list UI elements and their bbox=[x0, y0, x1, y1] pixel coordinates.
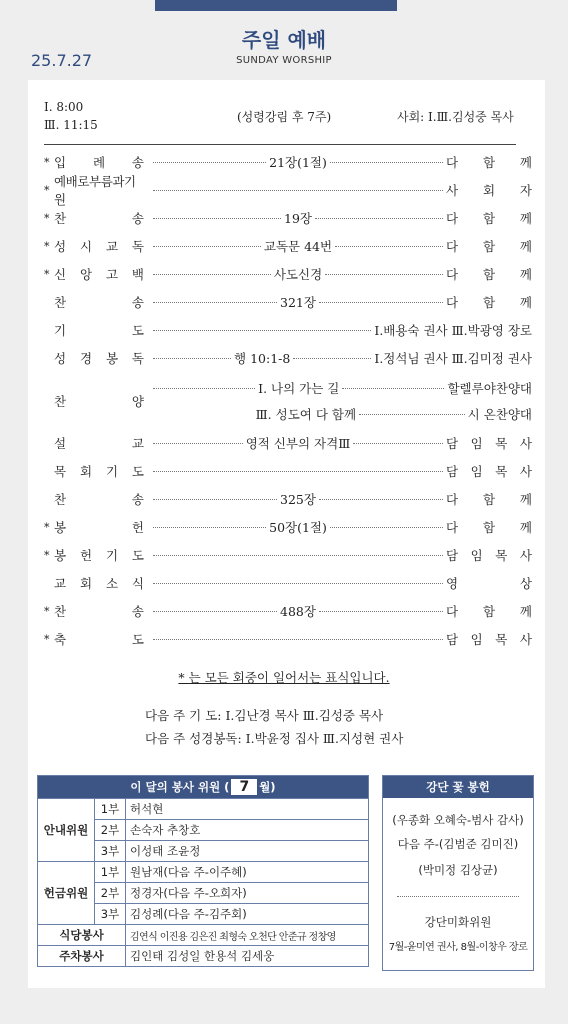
leader-dots bbox=[319, 611, 443, 612]
guide-label: 안내위원 bbox=[38, 799, 95, 862]
spaced-char: 송 bbox=[131, 155, 144, 170]
order-item-detail: 교독문 44번 bbox=[263, 239, 333, 254]
flower-divider bbox=[397, 896, 519, 897]
order-item-detail: 321장 bbox=[280, 295, 316, 310]
spaced-char: 께 bbox=[519, 492, 532, 507]
order-item-detail: 50장(1절) bbox=[269, 520, 327, 535]
spaced-char: 다 bbox=[446, 155, 459, 170]
leader-dots bbox=[153, 443, 243, 444]
spaced-char: 목 bbox=[495, 548, 508, 563]
spaced-char: 찬 bbox=[54, 604, 67, 619]
spaced-char: 상 bbox=[519, 576, 532, 591]
order-item-name bbox=[54, 209, 150, 227]
offering-label: 헌금위원 bbox=[38, 862, 95, 925]
standing-mark: * bbox=[44, 604, 50, 618]
flower-box bbox=[382, 775, 534, 971]
spaced-char: 기 bbox=[54, 323, 67, 338]
anthem-line bbox=[150, 379, 532, 397]
next-week-prayer: 다음 주 기 도: Ⅰ.김난경 목사 Ⅲ.김성중 목사 bbox=[145, 708, 384, 723]
spaced-char: 성 bbox=[54, 239, 67, 254]
leader-dots bbox=[153, 274, 271, 275]
spaced-char: 봉 bbox=[105, 351, 119, 366]
parking-label: 주차봉사 bbox=[38, 946, 126, 967]
spaced-char: 경 bbox=[79, 351, 93, 366]
spaced-char: 다 bbox=[446, 492, 459, 507]
next-week-reading: 다음 주 성경봉독: Ⅰ.박윤정 집사 Ⅲ.지성현 권사 bbox=[145, 731, 404, 746]
flower-line-5: 7월-윤미연 권사, 8월-이창우 장로 bbox=[388, 942, 528, 953]
part-label: 2부 bbox=[95, 820, 126, 841]
order-item-detail: 19장 bbox=[284, 211, 312, 226]
flower-line-2: 다음 주-(김범준 김미진) bbox=[397, 837, 519, 851]
service-time-1: Ⅰ. 8:00 bbox=[44, 100, 84, 114]
spaced-char: 다 bbox=[446, 211, 459, 226]
order-item-person bbox=[446, 518, 532, 536]
spaced-char: 헌 bbox=[131, 520, 144, 535]
spaced-char: 성 bbox=[54, 351, 67, 366]
spaced-char: 다 bbox=[446, 604, 459, 619]
order-item-name bbox=[54, 462, 150, 480]
order-item-person bbox=[446, 153, 532, 171]
parking-names: 김인태 김성일 한용석 김세웅 bbox=[126, 946, 369, 967]
spaced-char: 께 bbox=[519, 267, 532, 282]
spaced-char: 신 bbox=[54, 267, 67, 282]
spaced-char: 고 bbox=[105, 267, 119, 282]
order-item-name: 예배로부름과기원 bbox=[54, 174, 136, 207]
kitchen-label: 식당봉사 bbox=[38, 925, 126, 946]
spaced-char: 독 bbox=[131, 351, 144, 366]
volunteer-names: 김성례(다음 주-김주회) bbox=[126, 904, 369, 925]
spaced-char: 양 bbox=[131, 394, 144, 409]
spaced-char: 교 bbox=[105, 239, 119, 254]
volunteer-names: 손숙자 추창호 bbox=[126, 820, 369, 841]
leader-dots bbox=[153, 388, 255, 389]
order-item-person bbox=[446, 434, 532, 452]
order-row bbox=[44, 208, 532, 228]
part-label: 2부 bbox=[95, 883, 126, 904]
spaced-char: 송 bbox=[131, 295, 144, 310]
spaced-char: 봉 bbox=[54, 520, 67, 535]
spaced-char: 백 bbox=[131, 267, 144, 282]
order-row bbox=[44, 236, 532, 256]
spaced-char: 헌 bbox=[79, 548, 93, 563]
volunteer-names: 이성태 조윤정 bbox=[126, 841, 369, 862]
spaced-char: 회 bbox=[79, 576, 93, 591]
order-row bbox=[44, 264, 532, 284]
flower-head: 강단 꽃 봉헌 bbox=[383, 776, 533, 798]
anthem-line bbox=[150, 405, 532, 423]
order-item-name bbox=[54, 293, 150, 311]
volunteer-month: 7 bbox=[231, 779, 257, 795]
standing-note: * 는 모든 회중이 일어서는 표식입니다. bbox=[178, 670, 390, 685]
standing-mark: * bbox=[44, 267, 50, 281]
spaced-char: 께 bbox=[519, 211, 532, 226]
spaced-char: 함 bbox=[482, 267, 496, 282]
order-row bbox=[44, 489, 532, 509]
order-item-name bbox=[54, 574, 150, 592]
leader-dots bbox=[153, 246, 261, 247]
spaced-char: 목 bbox=[495, 464, 508, 479]
spaced-char: 함 bbox=[482, 155, 496, 170]
leader-dots bbox=[153, 162, 266, 163]
spaced-char: 담 bbox=[446, 632, 459, 647]
kitchen-names: 김연식 이진용 김은진 최형숙 오천단 안준규 정창영 bbox=[126, 925, 369, 946]
spaced-char: 함 bbox=[482, 520, 496, 535]
spaced-char: 교 bbox=[131, 436, 144, 451]
spaced-char: 소 bbox=[105, 576, 119, 591]
service-date: 25.7.27 bbox=[31, 51, 93, 70]
spaced-char: 송 bbox=[131, 492, 144, 507]
spaced-char: 함 bbox=[482, 604, 496, 619]
service-time-2: Ⅲ. 11:15 bbox=[44, 118, 98, 132]
spaced-char: 앙 bbox=[79, 267, 93, 282]
order-item-detail: 행 10:1-8 bbox=[234, 351, 291, 366]
top-accent-bar bbox=[155, 0, 397, 11]
volunteer-head-prefix: 이 달의 봉사 위원 ( bbox=[130, 780, 230, 794]
part-label: 1부 bbox=[95, 799, 126, 820]
order-item-person bbox=[446, 237, 532, 255]
leader-dots bbox=[330, 162, 443, 163]
order-item-name bbox=[54, 630, 150, 648]
spaced-char: 사 bbox=[446, 183, 459, 198]
volunteer-head-suffix: 월) bbox=[259, 780, 276, 794]
order-item-name bbox=[54, 265, 150, 283]
spaced-char: 함 bbox=[482, 492, 496, 507]
leader-dots bbox=[153, 527, 266, 528]
spaced-char: 께 bbox=[519, 155, 532, 170]
flower-line-3: (박미정 김상균) bbox=[418, 863, 498, 877]
spaced-char: 입 bbox=[54, 155, 67, 170]
leader-dots bbox=[359, 414, 465, 415]
volunteer-table-head bbox=[38, 776, 369, 799]
spaced-char: 독 bbox=[131, 239, 144, 254]
order-row bbox=[44, 292, 532, 312]
spaced-char: 기 bbox=[105, 548, 119, 563]
leader-dots bbox=[330, 527, 443, 528]
spaced-char: 함 bbox=[482, 211, 496, 226]
flower-line-4: 강단미화위원 bbox=[424, 915, 492, 929]
leader-dots bbox=[315, 218, 443, 219]
spaced-char: 다 bbox=[446, 239, 459, 254]
order-row bbox=[44, 174, 532, 207]
order-item-person: Ⅰ.배용숙 권사 Ⅲ.박광영 장로 bbox=[374, 323, 532, 338]
spaced-char: 사 bbox=[519, 548, 532, 563]
order-item-detail: 사도신경 bbox=[273, 267, 323, 282]
table-row bbox=[38, 862, 369, 883]
spaced-char: 회 bbox=[482, 183, 496, 198]
order-item-person bbox=[446, 630, 532, 648]
order-item-detail: 21장(1절) bbox=[269, 155, 327, 170]
volunteer-table bbox=[37, 775, 369, 967]
order-row bbox=[44, 320, 532, 340]
standing-mark: * bbox=[44, 548, 50, 562]
spaced-char: 께 bbox=[519, 239, 532, 254]
spaced-char: 사 bbox=[519, 464, 532, 479]
spaced-char: 자 bbox=[519, 183, 532, 198]
volunteer-names: 정경자(다음 주-오희자) bbox=[126, 883, 369, 904]
leader-dots bbox=[153, 358, 231, 359]
leader-dots bbox=[353, 443, 443, 444]
spaced-char: 도 bbox=[131, 323, 144, 338]
spaced-char: 께 bbox=[519, 520, 532, 535]
spaced-char: 시 bbox=[79, 239, 93, 254]
order-row bbox=[44, 461, 532, 481]
order-item-name bbox=[54, 237, 150, 255]
order-item-name bbox=[54, 349, 150, 367]
choir-name: 할렐루야찬양대 bbox=[447, 381, 532, 396]
leader-dots bbox=[153, 499, 277, 500]
spaced-char: 께 bbox=[519, 295, 532, 310]
spaced-char: 임 bbox=[470, 632, 483, 647]
spaced-char: 찬 bbox=[54, 295, 67, 310]
spaced-char: 함 bbox=[482, 295, 496, 310]
spaced-char: 기 bbox=[105, 464, 119, 479]
order-row bbox=[44, 601, 532, 621]
order-row bbox=[44, 573, 532, 593]
spaced-char: 다 bbox=[446, 520, 459, 535]
leader-dots bbox=[319, 302, 443, 303]
standing-mark: * bbox=[44, 183, 50, 197]
order-item-name bbox=[54, 546, 150, 564]
order-item-person bbox=[446, 602, 532, 620]
table-row bbox=[38, 925, 369, 946]
order-item-person bbox=[446, 574, 532, 592]
standing-mark: * bbox=[44, 632, 50, 646]
table-row bbox=[38, 946, 369, 967]
spaced-char: 목 bbox=[54, 464, 67, 479]
standing-mark: * bbox=[44, 155, 50, 169]
spaced-char: 축 bbox=[54, 632, 67, 647]
spaced-char: 담 bbox=[446, 548, 459, 563]
order-row bbox=[44, 629, 532, 649]
leader-dots bbox=[342, 388, 444, 389]
leader-dots bbox=[153, 555, 443, 556]
spaced-char: 도 bbox=[131, 632, 144, 647]
spaced-char: 영 bbox=[446, 576, 459, 591]
order-item-person bbox=[446, 546, 532, 564]
order-item-name bbox=[54, 518, 150, 536]
standing-mark: * bbox=[44, 520, 50, 534]
order-row bbox=[44, 377, 532, 425]
spaced-char: 담 bbox=[446, 436, 459, 451]
spaced-char: 설 bbox=[54, 436, 67, 451]
spaced-char: 찬 bbox=[54, 211, 67, 226]
order-row bbox=[44, 545, 532, 565]
anthem-title: Ⅰ. 나의 가는 길 bbox=[258, 381, 340, 396]
order-item-name bbox=[54, 490, 150, 508]
leader-dots bbox=[153, 302, 277, 303]
spaced-char: 송 bbox=[131, 604, 144, 619]
spaced-char: 도 bbox=[131, 464, 144, 479]
order-item-detail: 488장 bbox=[280, 604, 316, 619]
flower-line-1: (우종화 오혜숙-범사 감사) bbox=[392, 813, 524, 827]
order-item-person bbox=[446, 462, 532, 480]
spaced-char: 례 bbox=[92, 155, 106, 170]
leader-dots bbox=[325, 274, 443, 275]
leader-dots bbox=[293, 358, 371, 359]
spaced-char: 송 bbox=[131, 211, 144, 226]
leader-dots bbox=[153, 190, 443, 191]
order-item-name bbox=[54, 392, 150, 410]
page-title: 주일 예배 bbox=[241, 28, 327, 52]
order-item-name bbox=[54, 434, 150, 452]
spaced-char: 임 bbox=[470, 464, 483, 479]
part-label: 3부 bbox=[95, 841, 126, 862]
leader-dots bbox=[153, 639, 443, 640]
liturgical-season: (성령강림 후 7주) bbox=[237, 110, 332, 124]
order-item-detail: 325장 bbox=[280, 492, 316, 507]
page-subtitle: SUNDAY WORSHIP bbox=[236, 55, 332, 66]
order-item-person bbox=[446, 209, 532, 227]
leader-dots bbox=[153, 611, 277, 612]
leader-dots bbox=[335, 246, 443, 247]
leader-dots bbox=[153, 471, 443, 472]
spaced-char: 다 bbox=[446, 267, 459, 282]
order-item-person bbox=[446, 293, 532, 311]
spaced-char: 식 bbox=[131, 576, 144, 591]
spaced-char: 사 bbox=[519, 632, 532, 647]
leader-dots bbox=[319, 499, 443, 500]
order-row bbox=[44, 152, 532, 172]
spaced-char: 교 bbox=[54, 576, 67, 591]
order-item-person bbox=[446, 265, 532, 283]
part-label: 1부 bbox=[95, 862, 126, 883]
spaced-char: 봉 bbox=[54, 548, 67, 563]
spaced-char: 목 bbox=[495, 632, 508, 647]
spaced-char: 다 bbox=[446, 295, 459, 310]
service-leader: 사회: Ⅰ.Ⅲ.김성중 목사 bbox=[397, 110, 514, 124]
part-label: 3부 bbox=[95, 904, 126, 925]
order-item-person bbox=[446, 181, 532, 199]
volunteer-names: 원남재(다음 주-이주혜) bbox=[126, 862, 369, 883]
spaced-char: 사 bbox=[519, 436, 532, 451]
leader-dots bbox=[153, 583, 443, 584]
standing-mark: * bbox=[44, 239, 50, 253]
anthem-title: Ⅲ. 성도여 다 함께 bbox=[255, 407, 357, 422]
spaced-char: 담 bbox=[446, 464, 459, 479]
order-item-name bbox=[54, 153, 150, 171]
order-item-detail: 영적 신부의 자격Ⅲ bbox=[245, 436, 351, 451]
order-row bbox=[44, 517, 532, 537]
order-item-name bbox=[54, 602, 150, 620]
leader-dots bbox=[153, 330, 371, 331]
spaced-char: 께 bbox=[519, 604, 532, 619]
table-row bbox=[38, 799, 369, 820]
spaced-char: 찬 bbox=[54, 394, 67, 409]
anthem-lines bbox=[150, 379, 532, 423]
order-item-person: Ⅰ.정석님 권사 Ⅲ.김미정 권사 bbox=[374, 351, 533, 366]
spaced-char: 찬 bbox=[54, 492, 67, 507]
header-divider bbox=[44, 144, 516, 145]
order-row bbox=[44, 348, 532, 368]
choir-name: 시 온찬양대 bbox=[467, 407, 533, 422]
leader-dots bbox=[153, 218, 281, 219]
spaced-char: 회 bbox=[79, 464, 93, 479]
spaced-char: 목 bbox=[495, 436, 508, 451]
volunteer-names: 허석현 bbox=[126, 799, 369, 820]
spaced-char: 함 bbox=[482, 239, 496, 254]
standing-mark: * bbox=[44, 211, 50, 225]
order-item-name bbox=[54, 321, 150, 339]
order-item-person bbox=[446, 490, 532, 508]
spaced-char: 임 bbox=[470, 548, 483, 563]
order-row bbox=[44, 433, 532, 453]
spaced-char: 도 bbox=[131, 548, 144, 563]
spaced-char: 임 bbox=[470, 436, 483, 451]
